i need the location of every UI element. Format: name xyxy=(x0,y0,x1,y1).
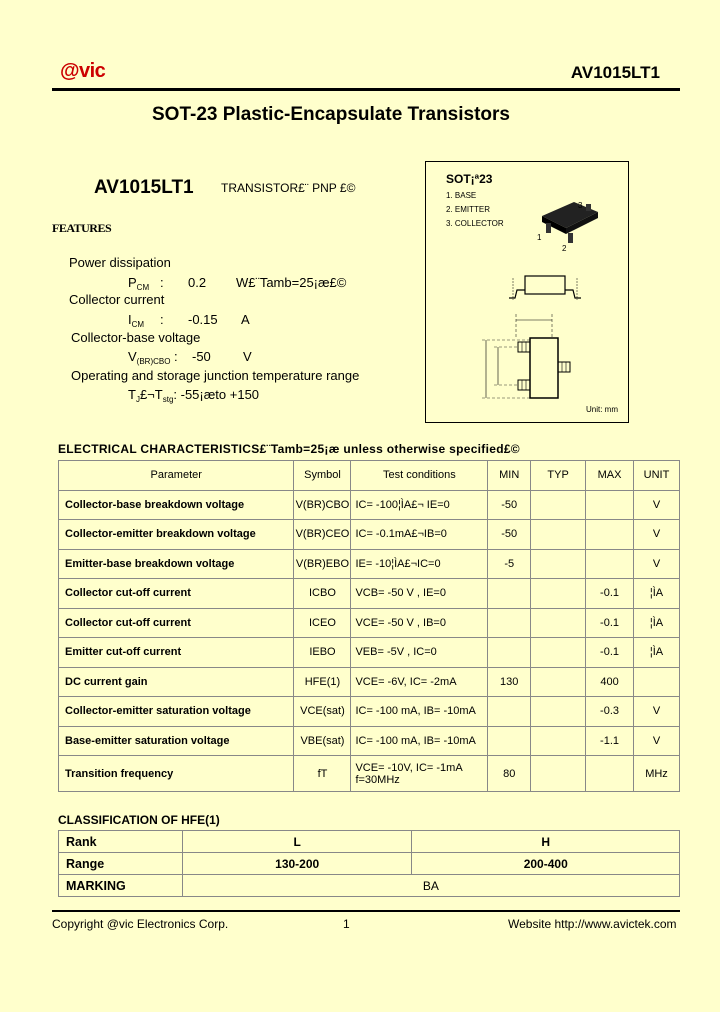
table-row xyxy=(59,608,680,638)
temperature-range-label: Operating and storage junction temperature range xyxy=(71,368,360,383)
min-cell: -5 xyxy=(488,549,531,579)
unit-cell: V xyxy=(634,549,680,579)
collector-current-colon: : xyxy=(160,312,164,327)
condition-cell: IC= -100¦ÌA£¬ IE=0 xyxy=(351,490,488,520)
range-label: Range xyxy=(59,853,183,875)
table-row xyxy=(59,490,680,520)
symbol-cell: V(BR)EBO xyxy=(294,549,351,579)
symbol-cell: HFE(1) xyxy=(294,667,351,697)
header-part-number: AV1015LT1 xyxy=(570,63,660,82)
column-header: UNIT xyxy=(634,461,680,491)
power-symbol: $P_{CM}$ xyxy=(128,275,150,292)
max-cell: -0.1 xyxy=(586,638,634,668)
power-value: 0.2 xyxy=(188,275,207,290)
param-cell: Base-emitter saturation voltage xyxy=(59,726,294,756)
collector-current-unit: A xyxy=(241,312,250,327)
electrical-heading: ELECTRICAL CHARACTERISTICS£¨Tamb=25¡æ unless otherwise specified£© xyxy=(58,442,520,456)
min-cell xyxy=(488,638,531,668)
condition-line: f=30MHz xyxy=(355,773,400,786)
condition-cell: IC= -0.1mA£¬IB=0 xyxy=(351,520,488,550)
table-row xyxy=(59,697,680,727)
table-row xyxy=(59,831,680,853)
param-cell: Collector-base breakdown voltage xyxy=(59,490,294,520)
unit-cell: ¦ÌA xyxy=(634,579,680,609)
condition-cell: VCB= -50 V , IE=0 xyxy=(351,579,488,609)
pin-number-3: 3 xyxy=(578,201,583,210)
condition-cell: IC= -100 mA, IB= -10mA xyxy=(351,697,488,727)
typ-cell xyxy=(531,756,586,792)
condition-cell: VCE= -50 V , IB=0 xyxy=(351,608,488,638)
rank-l: L xyxy=(182,831,412,853)
collector-base-voltage-label: Collector-base voltage xyxy=(71,330,201,345)
min-cell: 80 xyxy=(488,756,531,792)
classification-heading: CLASSIFICATION OF HFE(1) xyxy=(58,813,220,827)
power-label: Power dissipation xyxy=(69,255,171,270)
range-l: 130-200 xyxy=(182,853,412,875)
power-colon: : xyxy=(160,275,164,290)
param-cell: Collector cut-off current xyxy=(59,608,294,638)
package-top-view xyxy=(478,312,588,412)
range-h: 200-400 xyxy=(412,853,680,875)
condition-cell: VCE= -6V, IC= -2mA xyxy=(351,667,488,697)
typ-cell xyxy=(531,490,586,520)
max-cell xyxy=(586,520,634,550)
max-cell xyxy=(586,490,634,520)
table-row xyxy=(59,638,680,668)
condition-cell: VEB= -5V , IC=0 xyxy=(351,638,488,668)
max-cell xyxy=(586,756,634,792)
symbol-cell: fT xyxy=(294,756,351,792)
max-cell xyxy=(586,549,634,579)
param-cell: Collector-emitter saturation voltage xyxy=(59,697,294,727)
typ-cell xyxy=(531,579,586,609)
footer-page-number: 1 xyxy=(343,917,350,931)
max-cell: -0.1 xyxy=(586,579,634,609)
condition-cell: IC= -100 mA, IB= -10mA xyxy=(351,726,488,756)
table-row xyxy=(59,549,680,579)
symbol-cell: IEBO xyxy=(294,638,351,668)
table-row xyxy=(59,853,680,875)
marking-value: BA xyxy=(182,875,679,897)
typ-cell xyxy=(531,608,586,638)
param-cell: Transition frequency xyxy=(59,756,294,792)
typ-cell xyxy=(531,726,586,756)
collector-base-voltage-unit: V xyxy=(243,349,252,364)
min-cell: -50 xyxy=(488,490,531,520)
footer-website[interactable]: Website http://www.avictek.com xyxy=(508,917,677,931)
part-name: AV1015LT1 xyxy=(94,177,194,198)
param-cell: Collector cut-off current xyxy=(59,579,294,609)
rank-label: Rank xyxy=(59,831,183,853)
pin-number-2: 2 xyxy=(562,244,567,253)
pin-label-collector: 3. COLLECTOR xyxy=(446,219,504,228)
symbol-cell: V(BR)CEO xyxy=(294,520,351,550)
unit-cell: V xyxy=(634,520,680,550)
electrical-characteristics-table xyxy=(58,460,680,792)
page-title: SOT-23 Plastic-Encapsulate Transistors xyxy=(152,104,510,125)
symbol-cell: VBE(sat) xyxy=(294,726,351,756)
typ-cell xyxy=(531,520,586,550)
table-row xyxy=(59,579,680,609)
unit-cell: ¦ÌA xyxy=(634,608,680,638)
min-cell: 130 xyxy=(488,667,531,697)
pin-label-base: 1. BASE xyxy=(446,191,477,200)
unit-cell xyxy=(634,667,680,697)
min-cell xyxy=(488,726,531,756)
table-row xyxy=(59,520,680,550)
max-cell: -0.1 xyxy=(586,608,634,638)
column-header: TYP xyxy=(531,461,586,491)
footer-divider xyxy=(52,910,680,912)
param-cell: Emitter cut-off current xyxy=(59,638,294,668)
max-cell: -1.1 xyxy=(586,726,634,756)
typ-cell xyxy=(531,697,586,727)
symbol-cell: ICBO xyxy=(294,579,351,609)
marking-label: MARKING xyxy=(59,875,183,897)
column-header: MAX xyxy=(586,461,634,491)
collector-current-value: -0.15 xyxy=(188,312,218,327)
footer-copyright: Copyright @vic Electronics Corp. xyxy=(52,917,229,931)
collector-current-label: Collector current xyxy=(69,292,165,307)
part-description: TRANSISTOR£¨ PNP £© xyxy=(221,181,356,195)
package-title: SOT¡ª23 xyxy=(446,172,493,186)
max-cell: 400 xyxy=(586,667,634,697)
table-row xyxy=(59,667,680,697)
unit-cell: V xyxy=(634,490,680,520)
condition-cell: IE= -10¦ÌA£¬IC=0 xyxy=(351,549,488,579)
typ-cell xyxy=(531,638,586,668)
condition-cell xyxy=(351,756,488,792)
pin-label-emitter: 2. EMITTER xyxy=(446,205,491,214)
features-heading: FEATURES xyxy=(52,221,112,235)
symbol-cell: ICEO xyxy=(294,608,351,638)
unit-cell: V xyxy=(634,697,680,727)
table-row xyxy=(59,875,680,897)
header-divider xyxy=(52,88,680,91)
table-header-row xyxy=(59,461,680,491)
max-cell: -0.3 xyxy=(586,697,634,727)
min-cell xyxy=(488,608,531,638)
column-header: Parameter xyxy=(59,461,294,491)
table-row xyxy=(59,726,680,756)
unit-cell: ¦ÌA xyxy=(634,638,680,668)
table-row xyxy=(59,756,680,792)
package-3d-drawing xyxy=(532,196,612,256)
collector-base-voltage-symbol: $V_{(BR)CBO}$ xyxy=(128,349,171,366)
typ-cell xyxy=(531,549,586,579)
param-cell: Emitter-base breakdown voltage xyxy=(59,549,294,579)
symbol-cell: VCE(sat) xyxy=(294,697,351,727)
column-header: Symbol xyxy=(294,461,351,491)
symbol-cell: V(BR)CBO xyxy=(294,490,351,520)
column-header: MIN xyxy=(488,461,531,491)
pin-number-1: 1 xyxy=(537,233,542,242)
unit-cell: MHz xyxy=(634,756,680,792)
unit-note: Unit: mm xyxy=(586,405,618,414)
collector-base-voltage-value: -50 xyxy=(192,349,211,364)
param-cell: DC current gain xyxy=(59,667,294,697)
param-cell: Collector-emitter breakdown voltage xyxy=(59,520,294,550)
collector-base-voltage-colon: : xyxy=(174,349,178,364)
company-logo: @vic xyxy=(60,60,106,82)
collector-current-symbol: $I_{CM}$ xyxy=(128,312,145,329)
min-cell xyxy=(488,697,531,727)
temperature-range-value: $T_J£\neg T_{stg}$: -55¡æto +150 xyxy=(128,387,260,404)
column-header: Test conditions xyxy=(351,461,488,491)
power-unit: W£¨Tamb=25¡æ£© xyxy=(236,275,347,290)
classification-table xyxy=(58,830,680,897)
condition-line: VCE= -10V, IC= -1mA xyxy=(355,761,463,774)
unit-cell: V xyxy=(634,726,680,756)
typ-cell xyxy=(531,667,586,697)
rank-h: H xyxy=(412,831,680,853)
package-side-view xyxy=(505,268,585,308)
min-cell: -50 xyxy=(488,520,531,550)
min-cell xyxy=(488,579,531,609)
